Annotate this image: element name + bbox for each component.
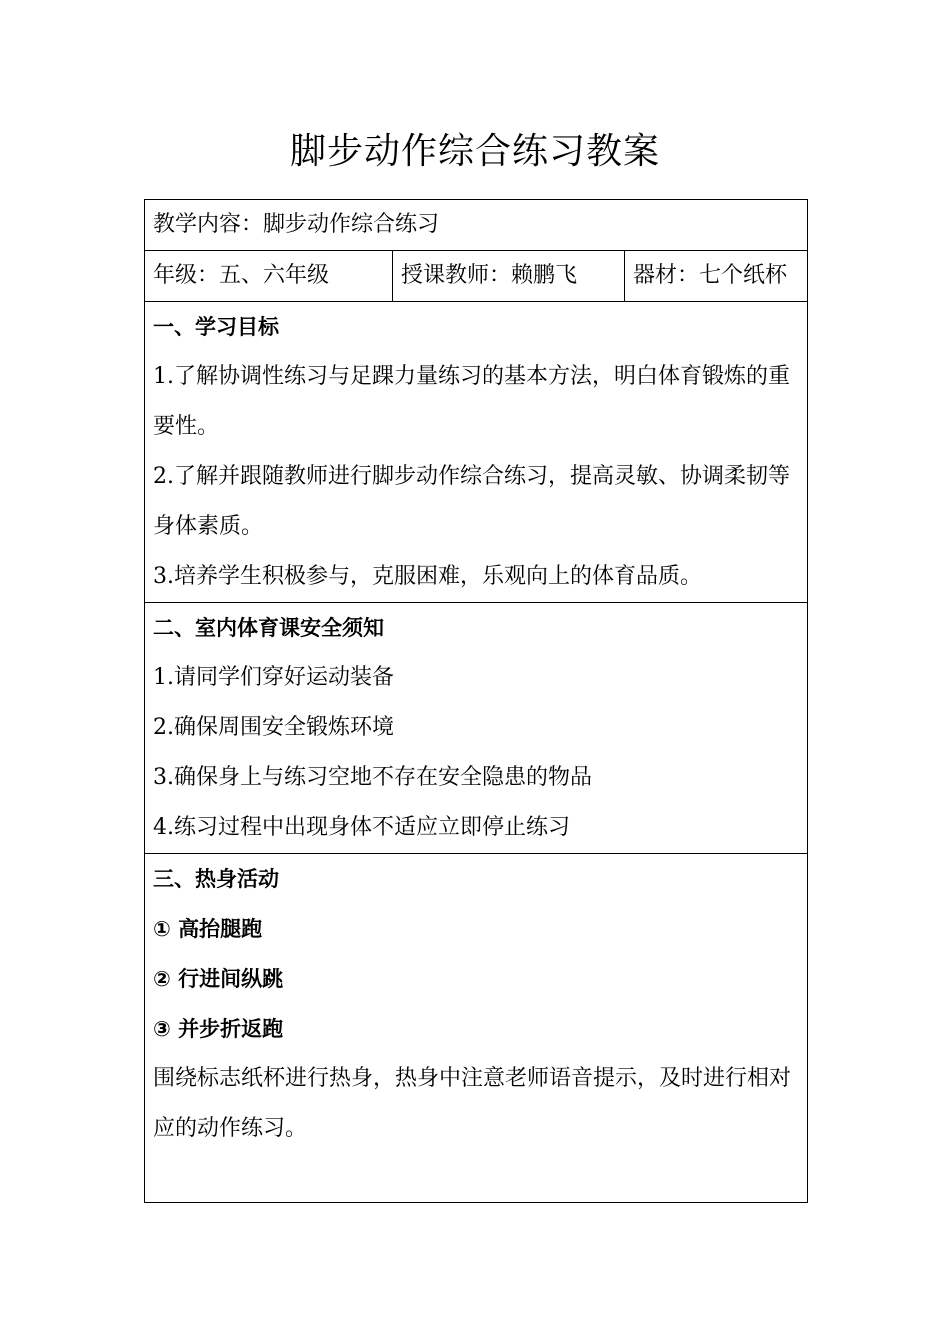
warmup-activity: ① 高抬腿跑 [153, 917, 263, 941]
warmup-row [145, 854, 808, 1203]
learning-goals-cell [145, 302, 808, 603]
grade-cell: 年级：五、六年级 [145, 251, 393, 302]
warmup-activity: ③ 并步折返跑 [153, 1017, 284, 1041]
safety-item: 4.练习过程中出现身体不适应立即停止练习 [153, 815, 570, 840]
info-row [145, 251, 808, 302]
safety-item: 3.确保身上与练习空地不存在安全隐患的物品 [153, 765, 592, 790]
safety-heading: 二、室内体育课安全须知 [153, 616, 384, 640]
safety-item: 2.确保周围安全锻炼环境 [153, 715, 394, 740]
learning-goals-row [145, 302, 808, 603]
lesson-plan-table [144, 199, 808, 1203]
teacher-cell: 授课教师：赖鹏飞 [393, 251, 625, 302]
goal-item: 3.培养学生积极参与，克服困难，乐观向上的体育品质。 [153, 564, 702, 589]
safety-row [145, 603, 808, 854]
safety-cell [145, 603, 808, 854]
warmup-heading: 三、热身活动 [153, 867, 279, 891]
goal-item: 1.了解协调性练习与足踝力量练习的基本方法，明白体育锻炼的重要性。 [153, 364, 790, 439]
learning-goals-heading: 一、学习目标 [153, 315, 279, 339]
teaching-content-cell: 教学内容：脚步动作综合练习 [145, 200, 808, 251]
warmup-activity: ② 行进间纵跳 [153, 967, 284, 991]
goal-item: 2.了解并跟随教师进行脚步动作综合练习，提高灵敏、协调柔韧等身体素质。 [153, 464, 790, 539]
warmup-cell [145, 854, 808, 1203]
safety-item: 1.请同学们穿好运动装备 [153, 665, 394, 690]
document-title: 脚步动作综合练习教案 [289, 131, 660, 172]
warmup-description: 围绕标志纸杯进行热身，热身中注意老师语音提示，及时进行相对应的动作练习。 [153, 1066, 792, 1141]
content-row [145, 200, 808, 251]
equipment-cell: 器材：七个纸杯 [625, 251, 808, 302]
